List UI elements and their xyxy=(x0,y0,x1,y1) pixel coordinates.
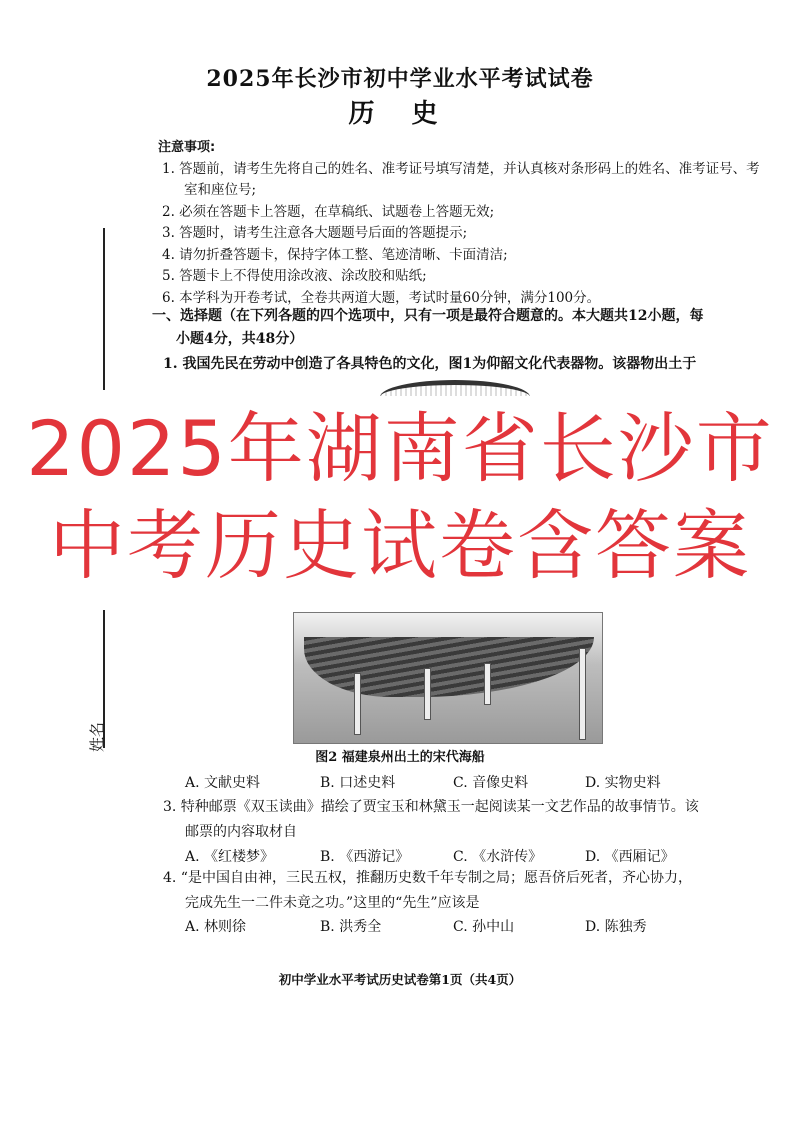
ship-rib xyxy=(424,668,431,720)
notice-item: 3. 答题时，请考生注意各大题题号后面的答题提示; xyxy=(162,225,468,241)
banner-title-line1: 2025年湖南省长沙市 xyxy=(26,404,774,493)
option-c: C. 音像史料 xyxy=(453,775,529,791)
option-d: D. 陈独秀 xyxy=(585,919,647,935)
option-b: B. 洪秀全 xyxy=(320,919,382,935)
option-a: A. 文献史料 xyxy=(185,775,261,791)
notice-block xyxy=(158,137,768,309)
section-heading-line1: 一、选择题（在下列各题的四个选项中，只有一项是最符合题意的。本大题共12小题，每 xyxy=(152,308,704,324)
notice-item: 5. 答题卡上不得使用涂改液、涂改胶和贴纸; xyxy=(162,268,427,284)
page-footer: 初中学业水平考试历史试卷第1页（共4页） xyxy=(278,972,522,987)
question-4-line2: 完成先生一二件未竟之功。”这里的“先生”应该是 xyxy=(185,895,480,911)
question-3-options xyxy=(185,846,765,868)
option-b: B. 口述史料 xyxy=(320,775,396,791)
binding-line-top xyxy=(103,228,105,390)
promo-banner xyxy=(0,396,800,602)
figure2-ship-image xyxy=(293,612,603,744)
ship-rib xyxy=(354,673,361,735)
ship-rib xyxy=(579,648,586,740)
section-heading xyxy=(152,305,752,351)
question-1: 1. 我国先民在劳动中创造了各具特色的文化，图1为仰韶文化代表器物。该器物出土于 xyxy=(163,356,697,372)
figure1-pottery-image xyxy=(380,380,530,397)
question-3-line2: 邮票的内容取材自 xyxy=(185,824,297,840)
option-b: B. 《西游记》 xyxy=(320,849,410,865)
notice-heading: 注意事项: xyxy=(158,140,216,155)
name-field-label: 姓名 xyxy=(88,721,106,752)
option-c: C. 孙中山 xyxy=(453,919,515,935)
subject-title: 历 史 xyxy=(348,99,452,129)
option-a: A. 林则徐 xyxy=(185,919,247,935)
banner-title-line2: 中考历史试卷含答案 xyxy=(49,501,751,590)
notice-item: 1. 答题前，请考生先将自己的姓名、准考证号填写清楚，并认真核对条形码上的姓名、准考证号、考室和座位号; xyxy=(162,160,760,198)
figure2-caption: 图2 福建泉州出土的宋代海船 xyxy=(315,750,485,765)
question-2-options xyxy=(185,772,765,794)
notice-item: 4. 请勿折叠答题卡，保持字体工整、笔迹清晰、卡面清洁; xyxy=(162,246,508,263)
question-4-options xyxy=(185,916,765,938)
question-3 xyxy=(163,795,763,845)
option-d: D. 《西厢记》 xyxy=(585,849,675,865)
notice-item: 6. 本学科为开卷考试，全卷共两道大题，考试时量60分钟，满分100分。 xyxy=(162,289,601,306)
exam-title: 2025年长沙市初中学业水平考试试卷 xyxy=(206,66,594,92)
question-4-line1: 4. “是中国自由神，三民五权，推翻历史数千年专制之局；愿吾侪后死者，齐心协力， xyxy=(163,870,692,886)
ship-hull xyxy=(304,637,594,697)
notice-item: 2. 必须在答题卡上答题，在草稿纸、试题卷上答题无效; xyxy=(162,203,495,220)
option-a: A. 《红楼梦》 xyxy=(185,849,275,865)
question-3-line1: 3. 特种邮票《双玉读曲》描绘了贾宝玉和林黛玉一起阅读某一文艺作品的故事情节。该 xyxy=(163,799,699,815)
ship-rib xyxy=(484,663,491,705)
option-c: C. 《水浒传》 xyxy=(453,849,543,865)
question-4 xyxy=(163,866,763,916)
section-heading-line2: 小题4分，共48分） xyxy=(176,331,304,347)
option-d: D. 实物史料 xyxy=(585,775,661,791)
